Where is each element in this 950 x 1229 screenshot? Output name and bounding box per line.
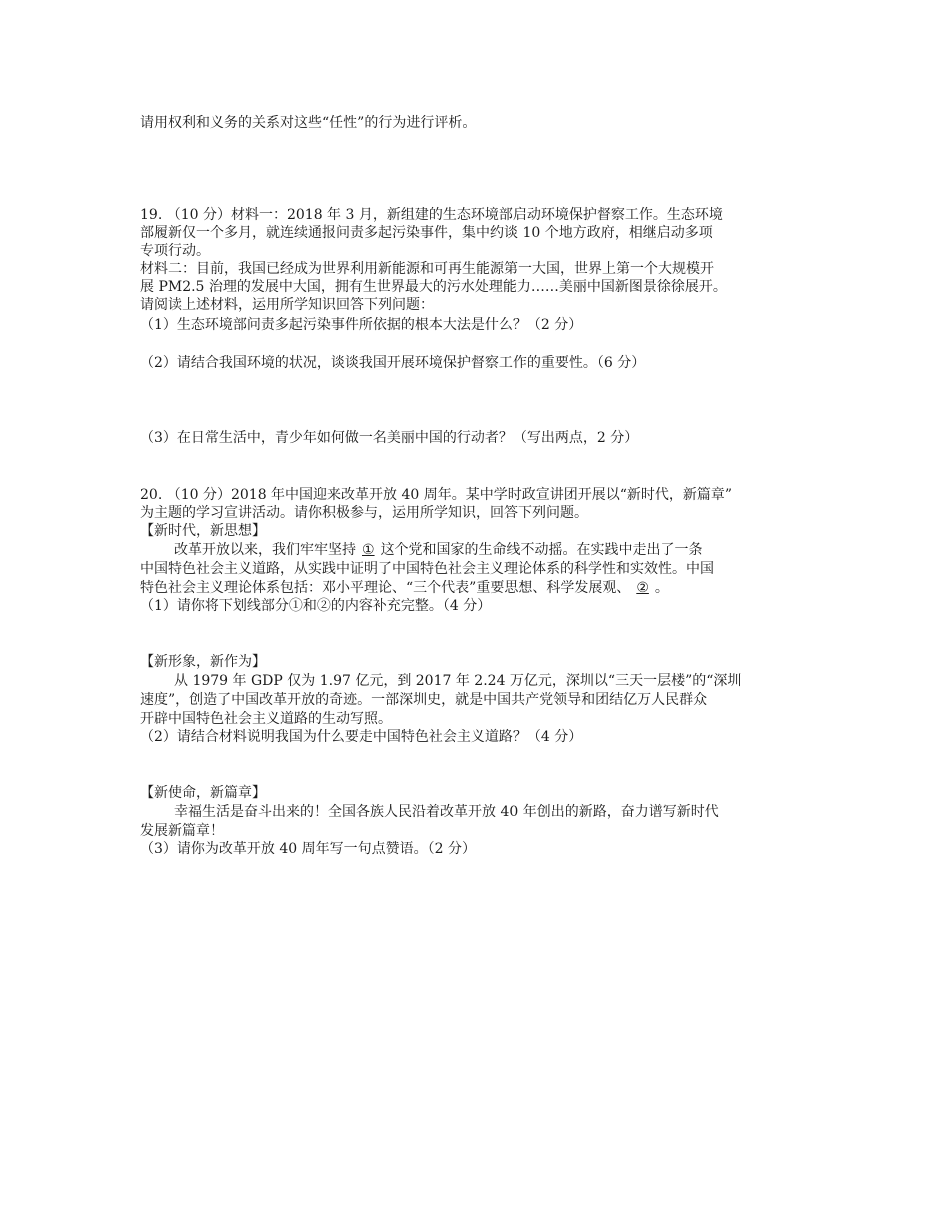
section-heading: 【新时代，新思想】 — [140, 523, 266, 539]
text-span: 这个党和国家的生命线不动摇。在实践中走出了一条 — [380, 542, 703, 558]
intro-line: 请用权利和义务的关系对这些“任性”的行为进行评析。 — [140, 115, 477, 131]
q19-line: 部履新仅一个多月，就连续通报问责多起污染事件，集中约谈 10 个地方政府，相继启动多项 — [140, 225, 713, 241]
section1-paragraph-line — [140, 541, 820, 559]
section1-paragraph-line — [140, 579, 820, 597]
q19-sub-question-2: （2）请结合我国环境的状况，谈谈我国开展环境保护督察工作的重要性。（6 分） — [140, 355, 646, 371]
fill-blank-1: ① — [362, 542, 375, 558]
q20-line: 为主题的学习宣讲活动。请你积极参与，运用所学知识，回答下列问题。 — [140, 505, 588, 521]
q20-sub-question-1: （1）请你将下划线部分①和②的内容补充完整。（4 分） — [140, 598, 492, 614]
section2-paragraph-line: 开辟中国特色社会主义道路的生动写照。 — [140, 711, 392, 727]
q19-sub-question-3: （3）在日常生活中，青少年如何做一名美丽中国的行动者？（写出两点，2 分） — [140, 430, 639, 446]
section2-paragraph-line: 从 1979 年 GDP 仅为 1.97 亿元，到 2017 年 2.24 万亿元，深圳以“三天一层楼”的“深圳 — [174, 673, 742, 689]
section-heading: 【新形象，新作为】 — [140, 654, 266, 670]
text-span: 特色社会主义理论体系包括：邓小平理论、“三个代表”重要思想、科学发展观、 — [140, 580, 631, 596]
q19-line: 展 PM2.5 治理的发展中大国，拥有生世界最大的污水处理能力……美丽中国新图景徐徐展开。 — [140, 279, 727, 295]
text-span: 改革开放以来，我们牢牢坚持 — [174, 542, 356, 558]
q19-line: 材料二：目前，我国已经成为世界利用新能源和可再生能源第一大国，世界上第一个大规模开 — [140, 261, 714, 277]
fill-blank-2: ② — [636, 580, 649, 596]
q20-sub-question-2: （2）请结合材料说明我国为什么要走中国特色社会主义道路？（4 分） — [140, 729, 583, 745]
section-heading: 【新使命，新篇章】 — [140, 785, 266, 801]
q20-sub-question-3: （3）请你为改革开放 40 周年写一句点赞语。（2 分） — [140, 841, 476, 857]
text-span: 。 — [654, 580, 669, 596]
section1-paragraph-line: 中国特色社会主义道路，从实践中证明了中国特色社会主义理论体系的科学性和实效性。中国 — [140, 561, 714, 577]
section2-paragraph-line: 速度”，创造了中国改革开放的奇迹。一部深圳史，就是中国共产党领导和团结亿万人民群众 — [140, 692, 708, 708]
q19-sub-question-1: （1）生态环境部问责多起污染事件所依据的根本大法是什么？（2 分） — [140, 317, 583, 333]
q19-line: 请阅读上述材料，运用所学知识回答下列问题： — [140, 297, 434, 313]
q20-line: 20. （10 分）2018 年中国迎来改革开放 40 周年。某中学时政宣讲团开展以“新时代，新篇章” — [140, 487, 733, 503]
section3-paragraph-line: 发展新篇章！ — [140, 823, 224, 839]
q19-line: 19. （10 分）材料一：2018 年 3 月，新组建的生态环境部启动环境保护督察工作。生态环境 — [140, 207, 723, 223]
q19-line: 专项行动。 — [140, 243, 210, 259]
section3-paragraph-line: 幸福生活是奋斗出来的！全国各族人民沿着改革开放 40 年创出的新路，奋力谱写新时代 — [174, 804, 719, 820]
